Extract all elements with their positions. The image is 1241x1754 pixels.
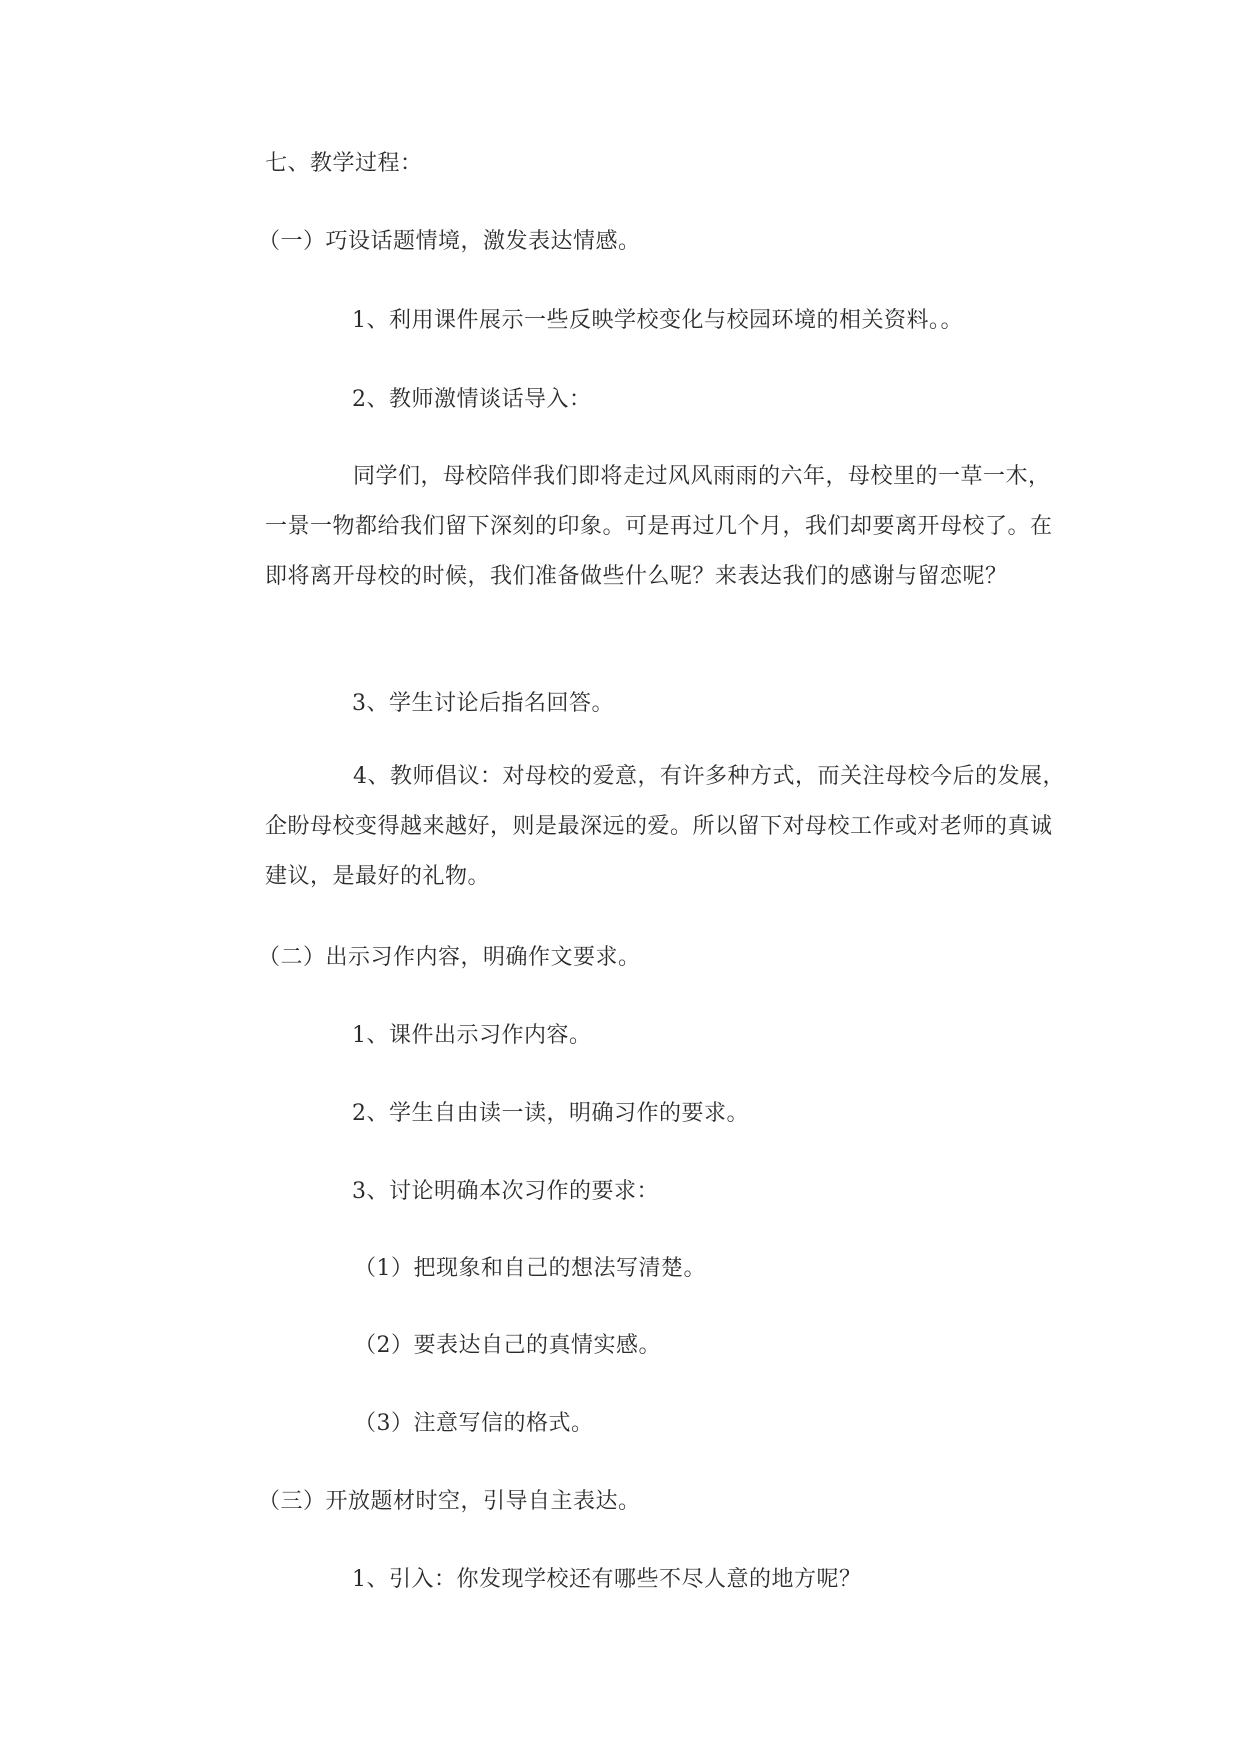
part2-item2: 2、学生自由读一读，明确习作的要求。	[352, 1101, 749, 1126]
part2-req3: （3）注意写信的格式。	[354, 1411, 594, 1436]
part1-item4-paragraph: 4、教师倡议：对母校的爱意，有许多种方式，而关注母校今后的发展，企盼母校变得越来越好，则是最深远的爱。所以留下对母校工作或对老师的真诚建议，是最好的礼物。	[265, 764, 1065, 889]
part2-req1: （1）把现象和自己的想法写清楚。	[354, 1256, 706, 1281]
section-title: 七、教学过程：	[265, 151, 423, 176]
part1-item3: 3、学生讨论后指名回答。	[352, 691, 614, 716]
part3-heading: （三）开放题材时空，引导自主表达。	[258, 1489, 641, 1514]
part1-item1: 1、利用课件展示一些反映学校变化与校园环境的相关资料。。	[352, 308, 963, 333]
part2-heading: （二）出示习作内容，明确作文要求。	[258, 945, 641, 970]
part2-req2: （2）要表达自己的真情实感。	[354, 1333, 661, 1358]
part3-item1: 1、引入：你发现学校还有哪些不尽人意的地方呢？	[352, 1567, 862, 1592]
part2-item1: 1、课件出示习作内容。	[352, 1023, 592, 1048]
part2-item3: 3、讨论明确本次习作的要求：	[352, 1179, 659, 1204]
part1-item2: 2、教师激情谈话导入：	[352, 387, 592, 412]
part1-item2-paragraph: 同学们，母校陪伴我们即将走过风风雨雨的六年，母校里的一草一木，一景一物都给我们留下深刻的印象。可是再过几个月，我们却要离开母校了。在即将离开母校的时候，我们准备做些什么呢？来表达我们的感谢与留恋呢？	[265, 464, 1053, 589]
part1-heading: （一）巧设话题情境，激发表达情感。	[258, 229, 641, 254]
